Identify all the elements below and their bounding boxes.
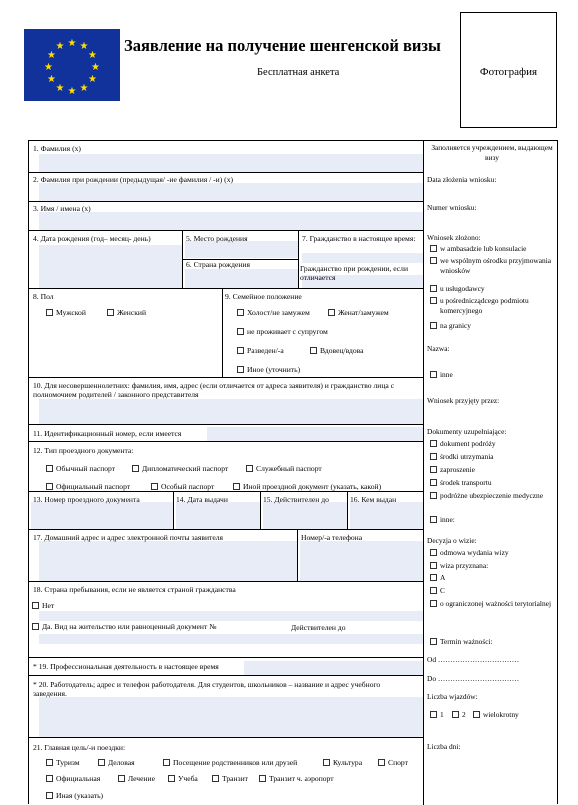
checkbox-icon [32,623,39,630]
checkbox-icon [46,309,53,316]
sex-option-male[interactable]: Мужской [46,308,86,317]
checkbox-icon [452,711,459,718]
office-entries-one[interactable]: 1 [430,710,444,720]
office-days-label: Liczba dni: [427,742,461,751]
checkbox-icon [118,775,125,782]
office-decision-a[interactable]: A [430,573,445,583]
marital-option-married[interactable]: Женат/замужем [328,308,389,317]
residence-option-yes[interactable]: Да. Вид на жительство или равноценный документ № [32,622,216,631]
office-decision-granted[interactable]: wiza przyznana: [430,561,488,571]
checkbox-icon [430,285,437,292]
purpose-medical[interactable]: Лечение [118,774,155,783]
office-accepted-by-label: Wniosek przyjęty przez: [427,396,500,405]
doc-type-official[interactable]: Официальный паспорт [46,482,130,491]
office-submitted-intermediary[interactable]: u pośrednicządcego podmiotu komercyjnego [430,296,565,315]
office-from-field[interactable]: Od …………………………… [427,655,520,664]
office-submitted-label: Wniosek złożono: [427,233,481,242]
checkbox-icon [46,483,53,490]
marital-option-widowed[interactable]: Вдовец/вдова [310,346,364,355]
marital-option-separated[interactable]: не проживает с супругом [237,327,328,336]
field-id-number-label: 11. Идентификационный номер, если имеется [33,429,182,438]
checkbox-icon [430,257,437,264]
checkbox-icon [430,440,437,447]
checkbox-icon [132,465,139,472]
office-doc-insurance[interactable]: podróżne ubezpieczenie medyczne [430,491,565,501]
checkbox-icon [46,465,53,472]
field-doc-number-label: 13. Номер проездного документа [33,495,140,504]
office-decision-refusal[interactable]: odmowa wydania wizy [430,548,509,558]
field-sex-label: 8. Пол [33,292,54,301]
checkbox-icon [323,759,330,766]
eu-flag [24,29,120,101]
field-occupation-label: * 19. Профессиональная деятельность в настоящее время [33,662,219,671]
svg-text:★: ★ [88,74,97,85]
checkbox-icon [430,297,437,304]
office-use-header: Заполняется учреждением, выдающем визу [431,143,553,162]
checkbox-icon [46,759,53,766]
purpose-study[interactable]: Учеба [168,774,198,783]
office-doc-other[interactable]: inne: [430,515,455,525]
checkbox-icon [430,371,437,378]
checkbox-icon [212,775,219,782]
right-column-divider [423,141,424,805]
checkbox-icon [237,328,244,335]
checkbox-icon [32,602,39,609]
office-name-label: Nazwa: [427,344,450,353]
marital-option-single[interactable]: Холост/не замужем [237,308,310,317]
doc-type-other[interactable]: Иной проездной документ (указать, какой) [233,482,381,491]
office-submitted-other[interactable]: inne [430,370,453,380]
svg-text:★: ★ [88,50,97,61]
purpose-airport-transit[interactable]: Транзит ч. аэропорт [259,774,334,783]
field-first-name-label: 3. Имя / имена (x) [33,204,91,213]
doc-type-service[interactable]: Служебный паспорт [246,464,322,473]
checkbox-icon [163,759,170,766]
checkbox-icon [107,309,114,316]
purpose-transit[interactable]: Транзит [212,774,248,783]
checkbox-icon [98,759,105,766]
eu-stars-icon [24,29,120,101]
office-submitted-embassy[interactable]: w ambasadzie lub konsulacie [430,244,526,254]
svg-text:★: ★ [44,62,53,73]
field-employer-label: * 20. Работодатель; адрес и телефон работодателя. Для студентов, школьников – название и адрес учебного заведения. [33,680,381,698]
field-home-address-label: 17. Домашний адрес и адрес электронной почты заявителя [33,533,224,542]
residence-option-no[interactable]: Нет [32,601,54,610]
checkbox-icon [430,562,437,569]
field-birth-date-label: 4. Дата рождения (год– месяц- день) [33,234,151,243]
svg-text:★: ★ [47,50,56,61]
field-issue-date-label: 14. Дата выдачи [176,495,228,504]
office-number-label: Numer wniosku: [427,203,477,212]
checkbox-icon [378,759,385,766]
svg-text:★: ★ [67,38,77,49]
office-entries-two[interactable]: 2 [452,710,466,720]
checkbox-icon [328,309,335,316]
svg-text:★: ★ [91,62,100,73]
svg-text:★: ★ [67,86,77,97]
doc-type-ordinary[interactable]: Обычный паспорт [46,464,115,473]
field-birth-place-label: 5. Место рождения [186,234,248,243]
checkbox-icon [46,792,53,799]
field-nationality-birth-label: Гражданство при рождении, если отличается [300,264,409,282]
field-issued-by-label: 16. Кем выдан [350,495,397,504]
office-doc-means[interactable]: środki utrzymania [430,452,494,462]
checkbox-icon [430,600,437,607]
office-decision-label: Decyzja o wizie: [427,536,477,545]
office-date-label: Data złożenia wniosku: [427,175,497,184]
photo-label: Фотография [479,66,538,78]
purpose-culture[interactable]: Культура [323,758,362,767]
office-decision-c[interactable]: C [430,586,445,596]
field-guardian-label: 10. Для несовершеннолетних: фамилия, имя, адрес (если отличается от адреса заявителя) и гражданство лица с полномочием родителей / законного представителя [33,381,395,399]
application-form [28,140,558,804]
svg-text:★: ★ [55,41,65,52]
office-decision-limited[interactable]: o ograniczonej ważności terytorialnej [430,599,565,609]
purpose-official[interactable]: Официальная [46,774,100,783]
checkbox-icon [430,549,437,556]
checkbox-icon [430,711,437,718]
checkbox-icon [430,587,437,594]
office-doc-transport[interactable]: środek transportu [430,478,492,488]
purpose-family-visit[interactable]: Посещение родственников или друзей [163,758,297,767]
checkbox-icon [246,465,253,472]
checkbox-icon [233,483,240,490]
marital-option-divorced[interactable]: Разведен/-а [237,346,284,355]
office-docs-label: Dokumenty uzupełniające: [427,427,507,436]
office-submitted-center[interactable]: we wspólnym ośrodku przyjmowania wniosków [430,256,565,275]
field-marital-label: 9. Семейное положение [225,292,302,301]
checkbox-icon [430,492,437,499]
field-residence-label: 18. Страна пребывания, если не является страной гражданства [33,585,236,594]
office-to-field[interactable]: Do …………………………… [427,674,520,683]
purpose-business[interactable]: Деловая [98,758,135,767]
checkbox-icon [168,775,175,782]
svg-text:★: ★ [79,41,89,52]
office-entries-label: Liczba wjazdów: [427,692,478,701]
checkbox-icon [237,366,244,373]
form-title: Заявление на получение шенгенской визы [124,36,441,55]
office-doc-travel[interactable]: dokument podróży [430,439,496,449]
field-birth-surname-label: 2. Фамилия при рождении (предыдущая/ -ие фамилия / -и) (x) [33,175,234,184]
checkbox-icon [237,309,244,316]
checkbox-icon [430,479,437,486]
office-term-label: Termin ważności: [430,637,493,647]
field-phone-label: Номер/-а телефона [301,533,363,542]
checkbox-icon [430,516,437,523]
svg-text:★: ★ [47,74,56,85]
doc-type-special[interactable]: Особый паспорт [151,482,214,491]
sex-option-female[interactable]: Женский [107,308,146,317]
field-doc-type-label: 12. Тип проездного документа: [33,446,134,455]
field-surname-label: 1. Фамилия (x) [33,144,81,153]
checkbox-icon [46,775,53,782]
photo-box[interactable] [460,12,557,128]
checkbox-icon [237,347,244,354]
checkbox-icon [430,453,437,460]
office-submitted-provider[interactable]: u usługodawcy [430,284,485,294]
checkbox-icon [430,574,437,581]
checkbox-icon [259,775,266,782]
checkbox-icon [430,322,437,329]
checkbox-icon [430,245,437,252]
office-entries-multiple[interactable]: wielokrotny [473,710,519,720]
checkbox-icon [473,711,480,718]
marital-option-other[interactable]: Иное (уточнить) [237,365,300,374]
field-valid-until-label: 15. Действителен до [263,495,329,504]
office-doc-invitation[interactable]: zaproszenie [430,465,475,475]
checkbox-icon [430,466,437,473]
checkbox-icon [151,483,158,490]
svg-text:★: ★ [55,83,65,94]
purpose-other[interactable]: Иная (указать) [46,791,103,800]
doc-type-diplomatic[interactable]: Дипломатический паспорт [132,464,228,473]
residence-valid-until-label: Действителен до [291,623,346,632]
field-birth-country-label: 6. Страна рождения [186,260,250,269]
office-submitted-border[interactable]: na granicy [430,321,471,331]
purpose-sport[interactable]: Спорт [378,758,408,767]
purpose-tourism[interactable]: Туризм [46,758,80,767]
svg-text:★: ★ [79,83,89,94]
checkbox-icon [310,347,317,354]
checkbox-icon [430,638,437,645]
field-nationality-label: 7. Гражданство в настоящее время: [302,234,416,243]
field-purpose-label: 21. Главная цель/-и поездки: [33,743,126,752]
form-subtitle: Бесплатная анкета [257,67,340,78]
